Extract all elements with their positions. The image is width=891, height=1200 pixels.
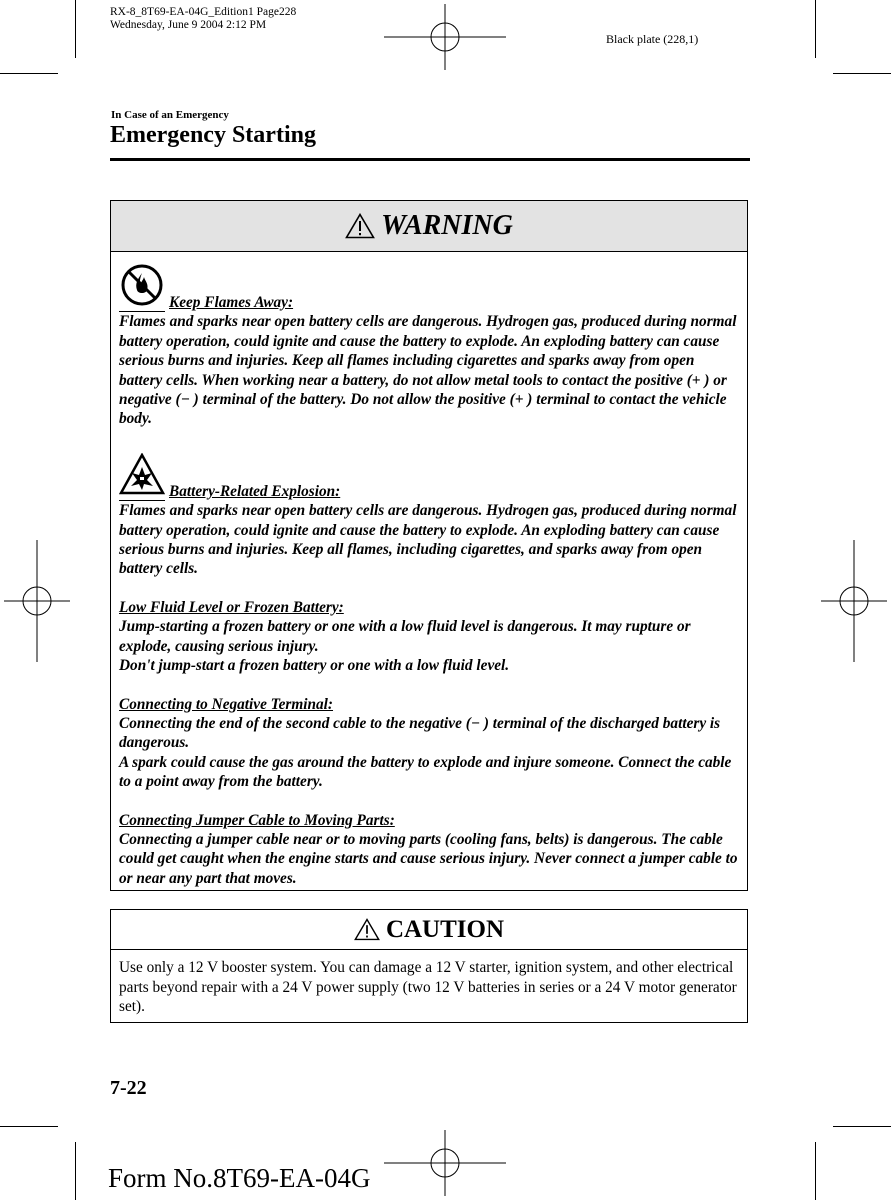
registration-mark-top bbox=[384, 4, 506, 70]
title-rule bbox=[110, 158, 750, 161]
item-title: Low Fluid Level or Frozen Battery: bbox=[119, 598, 344, 616]
registration-mark-left bbox=[4, 540, 70, 662]
item-title: Connecting to Negative Terminal: bbox=[119, 695, 334, 713]
crop-mark bbox=[815, 1142, 816, 1200]
form-number: Form No.8T69-EA-04G bbox=[108, 1163, 371, 1193]
page-title: Emergency Starting bbox=[110, 122, 316, 148]
item-text: Flames and sparks near open battery cells are dangerous. Hydrogen gas, produced during normal battery operation, could ignite and cause the battery to explode. An exploding battery can cause serious burns and injuries. Keep all flames including cigarettes and sparks away from open battery cells. When working near a battery, do not allow metal tools to contact the positive (+ ) or negative (− ) terminal of the battery. Do not allow the positive (+ ) terminal to contact the vehicle body. bbox=[119, 313, 737, 428]
item-text: Connecting a jumper cable near or to moving parts (cooling fans, belts) is dangerous. The cable could get caught when the engine starts and cause serious injury. Never connect a jumper cable to or near any part that moves. bbox=[119, 830, 738, 887]
no-flames-icon bbox=[119, 264, 165, 312]
warning-triangle-icon bbox=[345, 213, 375, 239]
explosion-warning-icon bbox=[119, 453, 165, 501]
plate-id bbox=[110, 6, 296, 32]
crop-mark bbox=[833, 1126, 891, 1127]
item-title: Connecting Jumper Cable to Moving Parts: bbox=[119, 811, 395, 829]
item-title: Battery-Related Explosion: bbox=[169, 482, 341, 500]
plate-id-line1: RX-8_8T69-EA-04G_Edition1 Page228 bbox=[110, 6, 297, 18]
caution-text: Use only a 12 V booster system. You can damage a 12 V starter, ignition system, and other electrical parts beyond repair with a 24 V power supply (two 12 V batteries in series or a 24 V motor generator set). bbox=[119, 959, 737, 1016]
warning-item-frozen-battery bbox=[119, 598, 739, 676]
crop-mark bbox=[0, 73, 58, 74]
warning-box bbox=[110, 200, 748, 891]
caution-triangle-icon bbox=[354, 918, 380, 941]
registration-mark-bottom bbox=[384, 1130, 506, 1196]
crop-mark bbox=[815, 0, 816, 58]
caution-title: CAUTION bbox=[385, 915, 505, 943]
item-text: Jump-starting a frozen battery or one with a low fluid level is dangerous. It may rupture or explode, causing serious injury. bbox=[119, 618, 691, 655]
registration-mark-right bbox=[821, 540, 887, 662]
item-heading bbox=[119, 453, 739, 501]
plate-label: Black plate (228,1) bbox=[606, 32, 699, 46]
warning-item-explosion bbox=[119, 453, 739, 579]
warning-body bbox=[111, 252, 747, 888]
crop-mark bbox=[0, 1126, 58, 1127]
item-heading bbox=[119, 264, 739, 312]
crop-mark bbox=[75, 0, 76, 58]
item-title: Keep Flames Away: bbox=[169, 294, 294, 311]
warning-item-negative-terminal bbox=[119, 695, 739, 792]
warning-title: WARNING bbox=[381, 210, 513, 241]
item-text: Connecting the end of the second cable to the negative (− ) terminal of the discharged battery is dangerous. bbox=[119, 714, 721, 752]
section-label: In Case of an Emergency bbox=[111, 109, 229, 121]
page-number: 7-22 bbox=[110, 1077, 147, 1099]
caution-box bbox=[110, 909, 748, 1023]
plate-id-line2: Wednesday, June 9 2004 2:12 PM bbox=[110, 19, 267, 31]
item-text-secondary: A spark could cause the gas around the battery to explode and injure someone. Connect the cable to a point away from the battery. bbox=[119, 753, 732, 791]
crop-mark bbox=[75, 1142, 76, 1200]
warning-header bbox=[111, 201, 747, 252]
warning-item-flames bbox=[119, 264, 739, 429]
warning-item-moving-parts bbox=[119, 811, 739, 889]
crop-mark bbox=[833, 73, 891, 74]
caution-header bbox=[111, 910, 747, 950]
item-text: Flames and sparks near open battery cells are dangerous. Hydrogen gas, produced during normal battery operation, could ignite and cause the battery to explode. An exploding battery can cause serious burns and injuries. Keep all flames, including cigarettes, and sparks away from open battery cells. bbox=[119, 502, 737, 578]
item-text-secondary: Don't jump-start a frozen battery or one with a low fluid level. bbox=[119, 657, 510, 675]
